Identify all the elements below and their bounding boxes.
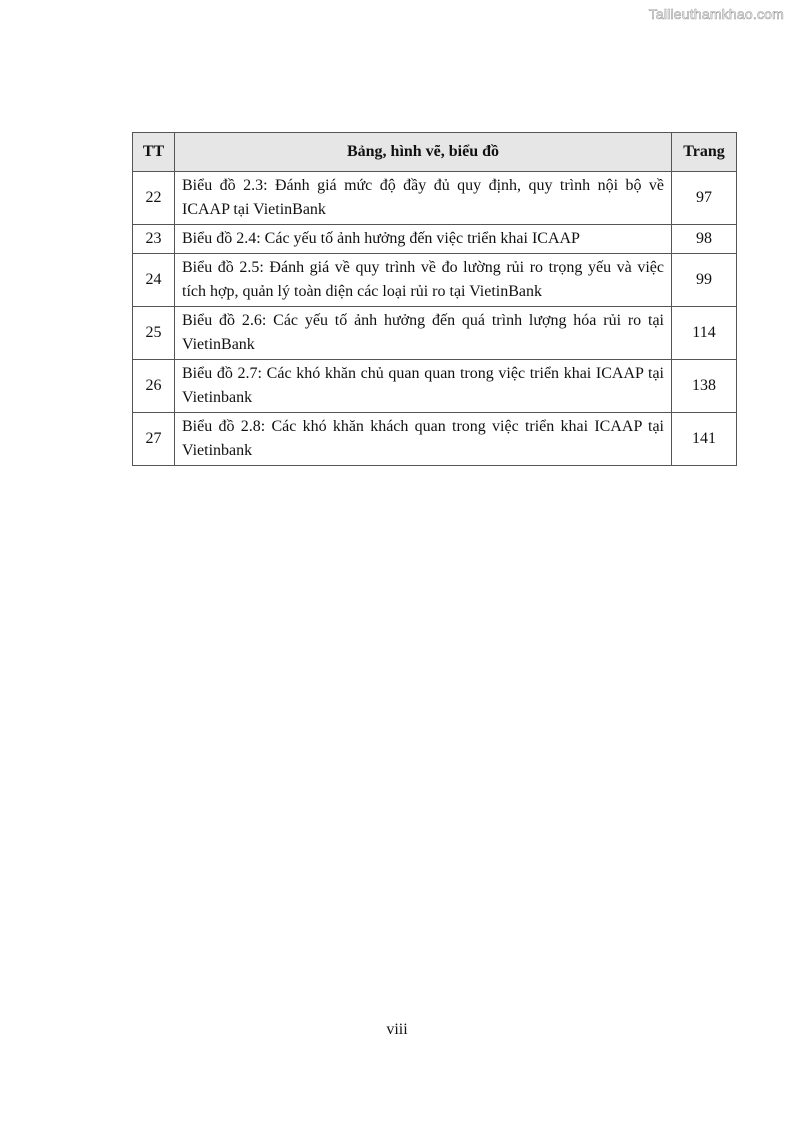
row-number: 23	[133, 225, 175, 254]
row-description: Biểu đồ 2.5: Đánh giá về quy trình về đo lường rủi ro trọng yếu và việc tích hợp, quản lý toàn diện các loại rủi ro tại VietinBank	[175, 254, 672, 307]
row-number: 24	[133, 254, 175, 307]
header-page: Trang	[672, 133, 737, 172]
row-page: 114	[672, 307, 737, 360]
row-description: Biểu đồ 2.4: Các yếu tố ảnh hưởng đến việc triển khai ICAAP	[175, 225, 672, 254]
watermark-text: Tailieuthamkhao.com	[648, 6, 784, 22]
row-number: 25	[133, 307, 175, 360]
table-row	[133, 307, 737, 360]
table-header-row	[133, 133, 737, 172]
row-page: 98	[672, 225, 737, 254]
header-title: Bảng, hình vẽ, biểu đồ	[175, 133, 672, 172]
page-number: viii	[386, 1021, 408, 1038]
figure-list-table	[132, 132, 737, 466]
table-row	[133, 225, 737, 254]
header-tt: TT	[133, 133, 175, 172]
row-description: Biểu đồ 2.8: Các khó khăn khách quan trong việc triển khai ICAAP tại Vietinbank	[175, 413, 672, 466]
row-description: Biểu đồ 2.3: Đánh giá mức độ đầy đủ quy định, quy trình nội bộ về ICAAP tại VietinBank	[175, 172, 672, 225]
row-number: 22	[133, 172, 175, 225]
table-row	[133, 413, 737, 466]
row-number: 26	[133, 360, 175, 413]
table-row	[133, 172, 737, 225]
row-description: Biểu đồ 2.6: Các yếu tố ảnh hưởng đến quá trình lượng hóa rủi ro tại VietinBank	[175, 307, 672, 360]
row-page: 138	[672, 360, 737, 413]
row-page: 141	[672, 413, 737, 466]
table-row	[133, 360, 737, 413]
table-row	[133, 254, 737, 307]
row-description: Biểu đồ 2.7: Các khó khăn chủ quan quan trong việc triển khai ICAAP tại Vietinbank	[175, 360, 672, 413]
row-page: 97	[672, 172, 737, 225]
row-page: 99	[672, 254, 737, 307]
row-number: 27	[133, 413, 175, 466]
